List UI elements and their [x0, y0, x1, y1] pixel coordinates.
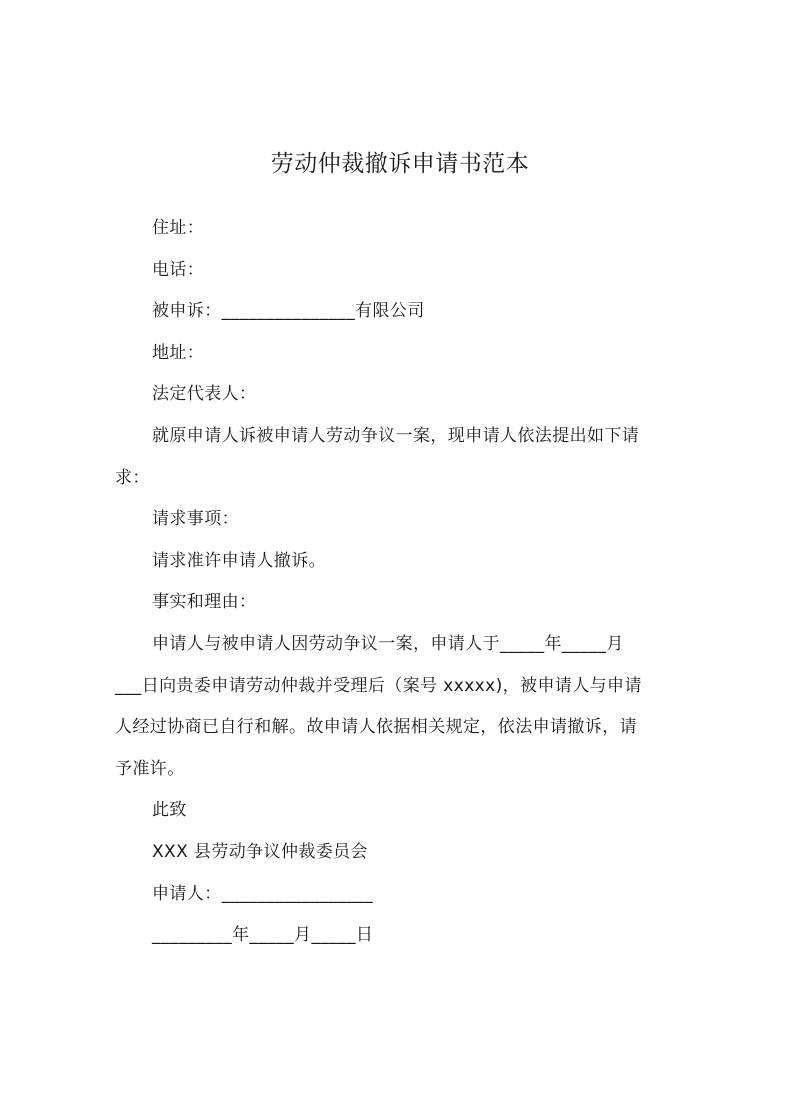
request-item-text: 请求准许申请人撤诉。: [152, 550, 326, 571]
address-line: 住址：: [152, 218, 205, 238]
facts-paragraph-line-2: ___日向贵委申请劳动仲裁并受理后（案号 xxxxx)，被申请人与申请: [115, 675, 642, 696]
intro-paragraph-line-2: 求：: [115, 467, 150, 488]
facts-paragraph-line-3: 人经过协商已自行和解。故申请人依据相关规定，依法申请撤诉，请: [115, 717, 637, 738]
applicant-signature-line: 申请人：_________________: [152, 883, 373, 904]
respondent-address-line: 地址：: [152, 342, 205, 363]
respondent-line: 被申诉：_______________有限公司: [152, 301, 425, 322]
document-title: 劳动仲裁撤诉申请书范本: [270, 151, 530, 177]
intro-paragraph-line-1: 就原申请人诉被申请人劳动争议一案，现申请人依法提出如下请: [152, 425, 640, 446]
facts-reasons-heading: 事实和理由：: [152, 592, 257, 613]
date-line: _________年_____月_____日: [152, 925, 374, 946]
facts-paragraph-line-1: 申请人与被申请人因劳动争议一案，申请人于_____年_____月: [152, 633, 624, 654]
recipient-line: XXX 县劳动争议仲裁委员会: [152, 841, 368, 862]
facts-paragraph-line-4: 予准许。: [115, 758, 185, 779]
salutation-line: 此致: [152, 800, 187, 821]
phone-line: 电话：: [152, 259, 205, 280]
legal-representative-line: 法定代表人：: [152, 384, 257, 405]
document-body: [115, 208, 690, 957]
request-items-heading: 请求事项：: [152, 509, 239, 530]
